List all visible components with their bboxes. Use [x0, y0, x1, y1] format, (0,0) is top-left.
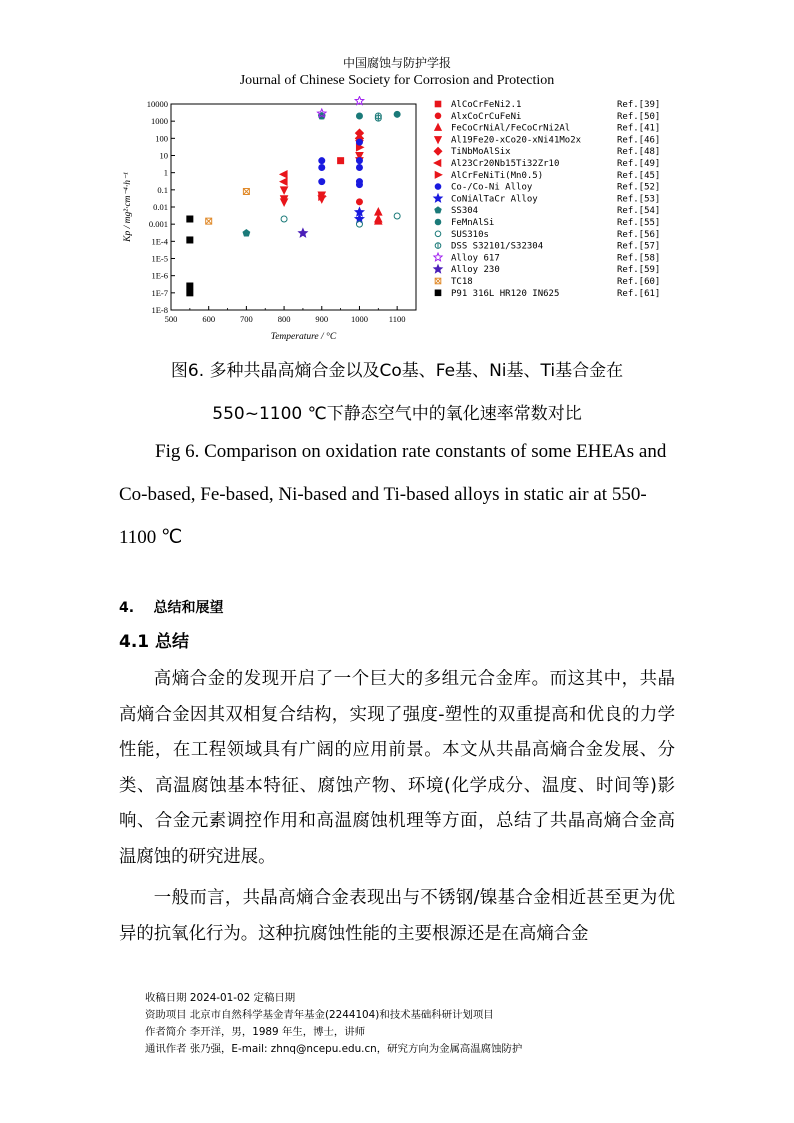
data-point	[187, 216, 193, 222]
figure-caption-en	[119, 430, 679, 559]
legend-label: FeMnAlSi	[451, 218, 495, 228]
data-point	[356, 139, 362, 145]
figure-6-chart	[117, 96, 677, 344]
x-tick-label: 500	[164, 314, 178, 324]
legend-label: Alloy 617	[451, 253, 500, 264]
legend-marker	[435, 278, 441, 284]
y-axis-label: Kp / mg²·cm⁻⁴·h⁻¹	[123, 172, 133, 242]
figure-caption-cn-line1: 图6. 多种共晶高熵合金以及Co基、Fe基、Ni基、Ti基合金在	[170, 361, 624, 381]
data-point	[356, 221, 362, 227]
data-point	[338, 158, 344, 164]
y-tick-label: 1E-4	[151, 236, 168, 247]
legend-marker	[435, 231, 441, 237]
legend-marker	[435, 219, 441, 225]
footnote-funding: 资助项目 北京市自然科学基金青年基金(2244104)和技术基础科研计划项目	[145, 1009, 494, 1021]
data-point	[243, 230, 250, 236]
legend-ref: Ref.[58]	[617, 253, 661, 264]
x-axis-label: Temperature / °C	[270, 332, 337, 342]
legend-ref: Ref.[50]	[617, 111, 661, 122]
data-point	[356, 182, 362, 188]
footnote-author: 作者简介 李开洋，男，1989 年生，博士，讲师	[145, 1026, 366, 1038]
legend-ref: Ref.[46]	[617, 135, 661, 146]
data-point	[356, 113, 362, 119]
legend-ref: Ref.[45]	[617, 170, 661, 181]
section-heading: 4. 总结和展望	[119, 600, 224, 616]
legend-label: DSS S32101/S32304	[451, 241, 544, 252]
legend-label: CoNiAlTaCr Alloy	[451, 194, 538, 205]
data-point	[187, 283, 193, 289]
legend-marker	[435, 172, 442, 179]
data-point	[319, 179, 325, 185]
legend-marker	[434, 265, 442, 273]
legend-label: FeCoCrNiAl/FeCoCrNi2Al	[451, 123, 571, 134]
data-point	[281, 187, 288, 194]
body-text	[119, 662, 675, 952]
subsection-heading: 4.1 总结	[119, 632, 190, 652]
data-point	[355, 96, 364, 104]
legend-marker	[434, 253, 442, 261]
legend-ref: Ref.[53]	[617, 194, 661, 205]
legend-marker	[435, 207, 441, 213]
legend-label: P91 316L HR120 IN625	[451, 288, 560, 299]
x-tick-label: 700	[240, 314, 253, 324]
y-tick-label: 0.001	[148, 219, 168, 230]
x-tick-label: 1000	[350, 314, 368, 324]
data-point	[187, 290, 193, 296]
data-point	[299, 229, 308, 237]
legend-label: AlxCoCrCuFeNi	[451, 111, 522, 122]
legend-ref: Ref.[41]	[617, 123, 661, 134]
data-point	[319, 164, 325, 170]
legend-ref: Ref.[54]	[617, 206, 661, 217]
y-tick-label: 1E-8	[151, 305, 168, 315]
legend-label: TiNbMoAlSix	[451, 147, 511, 158]
legend-marker	[435, 101, 441, 107]
legend-marker	[435, 290, 441, 296]
y-tick-label: 100	[155, 133, 168, 144]
y-tick-label: 1E-7	[151, 287, 168, 298]
figure-caption-en-text: Fig 6. Comparison on oxidation rate constants of some EHEAs and Co-based, Fe-based, Ni-based and Ti-based alloys in static air at 550-1100 ℃	[119, 441, 667, 548]
data-point	[356, 164, 362, 170]
data-point	[355, 129, 363, 137]
x-tick-label: 900	[315, 314, 329, 324]
footnote-received: 收稿日期 2024-01-02 定稿日期	[145, 992, 296, 1004]
y-tick-label: 1	[163, 167, 168, 178]
legend-marker	[435, 243, 441, 249]
legend-label: Al23Cr20Nb15Ti32Zr10	[451, 159, 560, 169]
journal-name-en: Journal of Chinese Society for Corrosion and Protection	[239, 73, 555, 88]
journal-name-cn: 中国腐蚀与防护学报	[342, 56, 451, 70]
legend-label: AlCoCrFeNi2.1	[451, 100, 522, 110]
legend-marker	[435, 184, 441, 190]
data-point	[280, 171, 287, 178]
figure-caption-cn-line2: 550~1100 ℃下静态空气中的氧化速率常数对比	[212, 404, 582, 424]
legend-ref: Ref.[48]	[617, 147, 661, 158]
y-tick-label: 10000	[146, 99, 168, 109]
legend-ref: Ref.[49]	[617, 159, 661, 169]
legend-ref: Ref.[52]	[617, 182, 661, 193]
data-point	[394, 213, 400, 219]
data-point	[356, 199, 362, 205]
data-point	[280, 178, 287, 185]
legend-marker	[435, 124, 442, 131]
legend-ref: Ref.[60]	[617, 277, 661, 287]
legend-marker	[435, 137, 442, 144]
legend-marker	[435, 113, 441, 119]
data-point	[356, 158, 362, 164]
legend-marker	[434, 147, 442, 155]
legend-ref: Ref.[39]	[617, 100, 661, 110]
x-tick-label: 1100	[388, 314, 406, 324]
data-point	[206, 218, 212, 224]
footnote-corresponding: 通讯作者 张乃强，E-mail: zhnq@ncepu.edu.cn，研究方向为金属高温腐蚀防护	[145, 1043, 523, 1055]
legend-label: AlCrFeNiTi(Mn0.5)	[451, 170, 544, 181]
y-tick-label: 1E-6	[151, 270, 168, 281]
legend-label: TC18	[451, 277, 473, 287]
legend-ref: Ref.[56]	[617, 229, 661, 240]
legend-label: SS304	[451, 206, 479, 217]
legend-label: Al19Fe20-xCo20-xNi41Mo2x	[451, 135, 582, 146]
legend-label: SUS310s	[451, 229, 489, 240]
legend-label: Alloy 230	[451, 265, 500, 276]
legend-label: Co-/Co-Ni Alloy	[451, 182, 533, 193]
paragraph-1: 高熵合金的发现开启了一个巨大的多组元合金库。而这其中，共晶高熵合金因其双相复合结构，实现了强度-塑性的双重提高和优良的力学性能，在工程领域具有广阔的应用前景。本文从共晶高熵合金发展、分类、高温腐蚀基本特征、腐蚀产物、环境(化学成分、温度、时间等)影响、合金元素调控作用和高温腐蚀机理等方面，总结了共晶高熵合金高温腐蚀的研究进展。	[119, 669, 675, 867]
legend-ref: Ref.[57]	[617, 241, 661, 252]
paragraph-2: 一般而言，共晶高熵合金表现出与不锈钢/镍基合金相近甚至更为优异的抗氧化行为。这种抗腐蚀性能的主要根源还是在高熵合金	[119, 888, 675, 944]
legend-ref: Ref.[59]	[617, 265, 661, 276]
x-tick-label: 800	[277, 314, 291, 324]
y-tick-label: 10	[159, 150, 168, 161]
y-tick-label: 1E-5	[151, 253, 168, 264]
legend-marker	[434, 160, 441, 167]
y-tick-label: 1000	[151, 116, 168, 127]
data-point	[187, 237, 193, 243]
data-point	[319, 158, 325, 164]
y-tick-label: 0.1	[157, 184, 168, 195]
legend-ref: Ref.[55]	[617, 218, 661, 228]
data-point	[281, 199, 288, 206]
legend-marker	[434, 194, 442, 202]
legend-ref: Ref.[61]	[617, 288, 661, 299]
data-point	[243, 188, 249, 194]
data-point	[394, 111, 400, 117]
plot-frame	[171, 104, 416, 310]
x-tick-label: 600	[202, 314, 216, 324]
data-point	[281, 216, 287, 222]
y-tick-label: 0.01	[153, 202, 168, 212]
